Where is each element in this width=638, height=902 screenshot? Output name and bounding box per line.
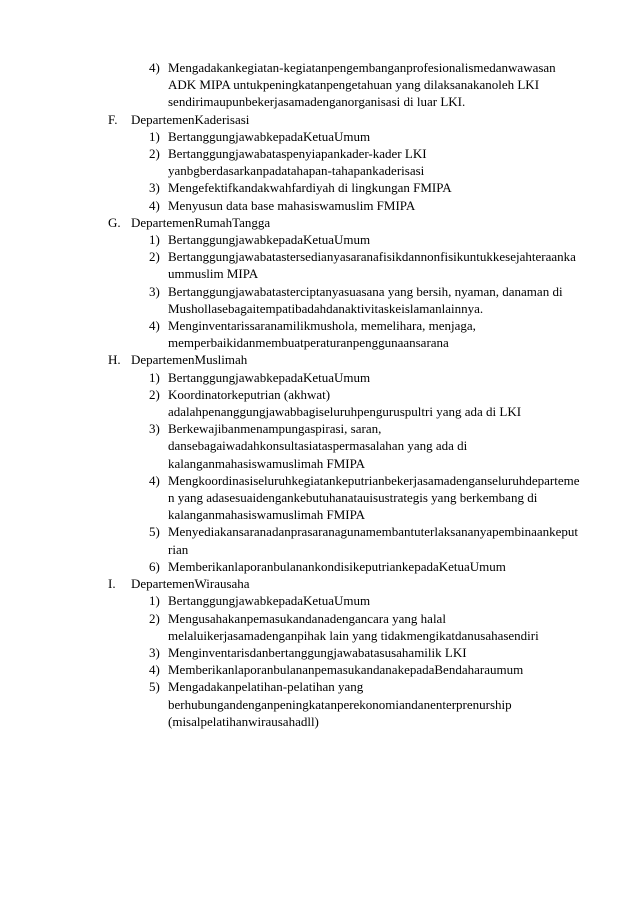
section [0, 575, 638, 730]
item-text-line: berhubungandenganpeningkatanperekonomiandanenterprenurship [168, 696, 512, 712]
item-text-line: MemberikanlaporanbulananpemasukandanakepadaBendaharaumum [168, 662, 524, 678]
item-number: 2) [149, 249, 160, 265]
list-item [0, 59, 638, 111]
list-item [0, 179, 638, 196]
item-number: 2) [149, 610, 160, 626]
list-item [0, 610, 638, 644]
section-title: DepartemenKaderisasi [131, 111, 250, 127]
item-number: 2) [149, 146, 160, 162]
list-item [0, 369, 638, 386]
item-text-line: Berkewajibanmenampungaspirasi, saran, [168, 421, 382, 437]
list-item [0, 283, 638, 317]
item-number: 5) [149, 679, 160, 695]
list-item [0, 317, 638, 351]
section-title: DepartemenMuslimah [131, 352, 248, 368]
item-number: 3) [149, 180, 160, 196]
item-text-line: BertanggungjawabkepadaKetuaUmum [168, 593, 371, 609]
item-text-line: rian [168, 541, 189, 557]
item-text-line: Koordinatorkeputrian (akhwat) [168, 386, 331, 402]
item-text-line: ummuslim MIPA [168, 266, 259, 282]
section-heading [0, 214, 638, 231]
item-text-line: yanbgberdasarkanpadatahapan-tahapankaderisasi [168, 163, 425, 179]
item-text-line: BertanggungjawabkepadaKetuaUmum [168, 369, 371, 385]
section [0, 111, 638, 214]
item-number: 3) [149, 283, 160, 299]
list-item [0, 248, 638, 282]
item-text-line: ADK MIPA untukpeningkatanpengetahuan yang dilaksanakanoleh LKI [168, 77, 540, 93]
item-text-line: Mengusahakanpemasukandanadengancara yang halal [168, 610, 446, 626]
item-text-line: BertanggungjawabkepadaKetuaUmum [168, 232, 371, 248]
list-item [0, 420, 638, 472]
section-heading [0, 351, 638, 368]
item-text-line: Mengkoordinasiseluruhkegiatankeputrianbekerjasamadenganseluruhdeparteme [168, 472, 580, 488]
item-text-line: memperbaikidanmembuatperaturanpenggunaansarana [168, 335, 449, 351]
item-text-line: kalanganmahasiswamuslimah FMIPA [168, 455, 366, 471]
item-number: 5) [149, 524, 160, 540]
item-number: 3) [149, 644, 160, 660]
item-text-line: n yang adasesuaidengankebutuhanatauisustrategis yang berkembang di [168, 490, 538, 506]
section-heading [0, 111, 638, 128]
item-text-line: Menyusun data base mahasiswamuslim FMIPA [168, 197, 416, 213]
item-text-line: sendirimaupunbekerjasamadenganorganisasi di luar LKI. [168, 94, 466, 110]
list-item [0, 661, 638, 678]
section-letter: I. [108, 576, 116, 592]
item-text-line: Mengadakanpelatihan-pelatihan yang [168, 679, 364, 695]
item-text-line: Mengadakankegiatan-kegiatanpengembanganprofesionalismedanwawasan [168, 60, 556, 75]
list-item [0, 386, 638, 420]
document-page [0, 59, 638, 730]
section-letter: H. [108, 352, 121, 368]
item-text-line: MemberikanlaporanbulanankondisikeputriankepadaKetuaUmum [168, 558, 506, 574]
item-number: 1) [149, 369, 160, 385]
item-number: 4) [149, 472, 160, 488]
item-text-line: Mengefektifkandakwahfardiyah di lingkungan FMIPA [168, 180, 452, 196]
item-number: 3) [149, 421, 160, 437]
section [0, 214, 638, 352]
item-number: 1) [149, 232, 160, 248]
item-number: 1) [149, 593, 160, 609]
list-item [0, 145, 638, 179]
list-item [0, 197, 638, 214]
item-text-line: Menyediakansaranadanprasaranagunamembantuterlaksananyapembinaankeput [168, 524, 579, 540]
list-item [0, 472, 638, 524]
section-title: DepartemenWirausaha [131, 576, 250, 592]
item-text-line: Menginventarisdanbertanggungjawabatasusahamilik LKI [168, 644, 467, 660]
item-number: 4) [149, 662, 160, 678]
section-title: DepartemenRumahTangga [131, 214, 271, 230]
item-text-line: Bertanggungjawabatastersedianyasaranafisikdannonfisikuntukkesejahteraanka [168, 249, 576, 265]
item-text-line: BertanggungjawabkepadaKetuaUmum [168, 128, 371, 144]
item-text-line: melaluikerjasamadenganpihak lain yang tidakmengikatdanusahasendiri [168, 627, 539, 643]
item-text-line: Bertanggungjawabataspenyiapankader-kader LKI [168, 146, 427, 162]
list-item [0, 128, 638, 145]
item-number: 6) [149, 558, 160, 574]
section-heading [0, 575, 638, 592]
item-text-line: dansebagaiwadahkonsultasiataspermasalahan yang ada di [168, 438, 468, 454]
list-item [0, 523, 638, 557]
item-number: 2) [149, 386, 160, 402]
section [0, 59, 638, 111]
item-text-line: Mushollasebagaitempatibadahdanaktivitaskeislamanlainnya. [168, 300, 484, 316]
item-text-line: adalahpenanggungjawabbagiseluruhpenguruspultri yang ada di LKI [168, 404, 522, 420]
list-item [0, 231, 638, 248]
section-letter: F. [108, 111, 118, 127]
section-letter: G. [108, 214, 121, 230]
list-item [0, 558, 638, 575]
item-number: 1) [149, 128, 160, 144]
section [0, 351, 638, 575]
item-number: 4) [149, 197, 160, 213]
list-item [0, 644, 638, 661]
item-text-line: kalanganmahasiswamuslimah FMIPA [168, 507, 366, 523]
list-item [0, 592, 638, 609]
item-number: 4) [149, 318, 160, 334]
item-text-line: Bertanggungjawabatasterciptanyasuasana yang bersih, nyaman, danaman di [168, 283, 563, 299]
item-text-line: (misalpelatihanwirausahadll) [168, 713, 319, 729]
item-text-line: Menginventarissaranamilikmushola, memelihara, menjaga, [168, 318, 476, 334]
list-item [0, 678, 638, 730]
item-number: 4) [149, 60, 160, 75]
